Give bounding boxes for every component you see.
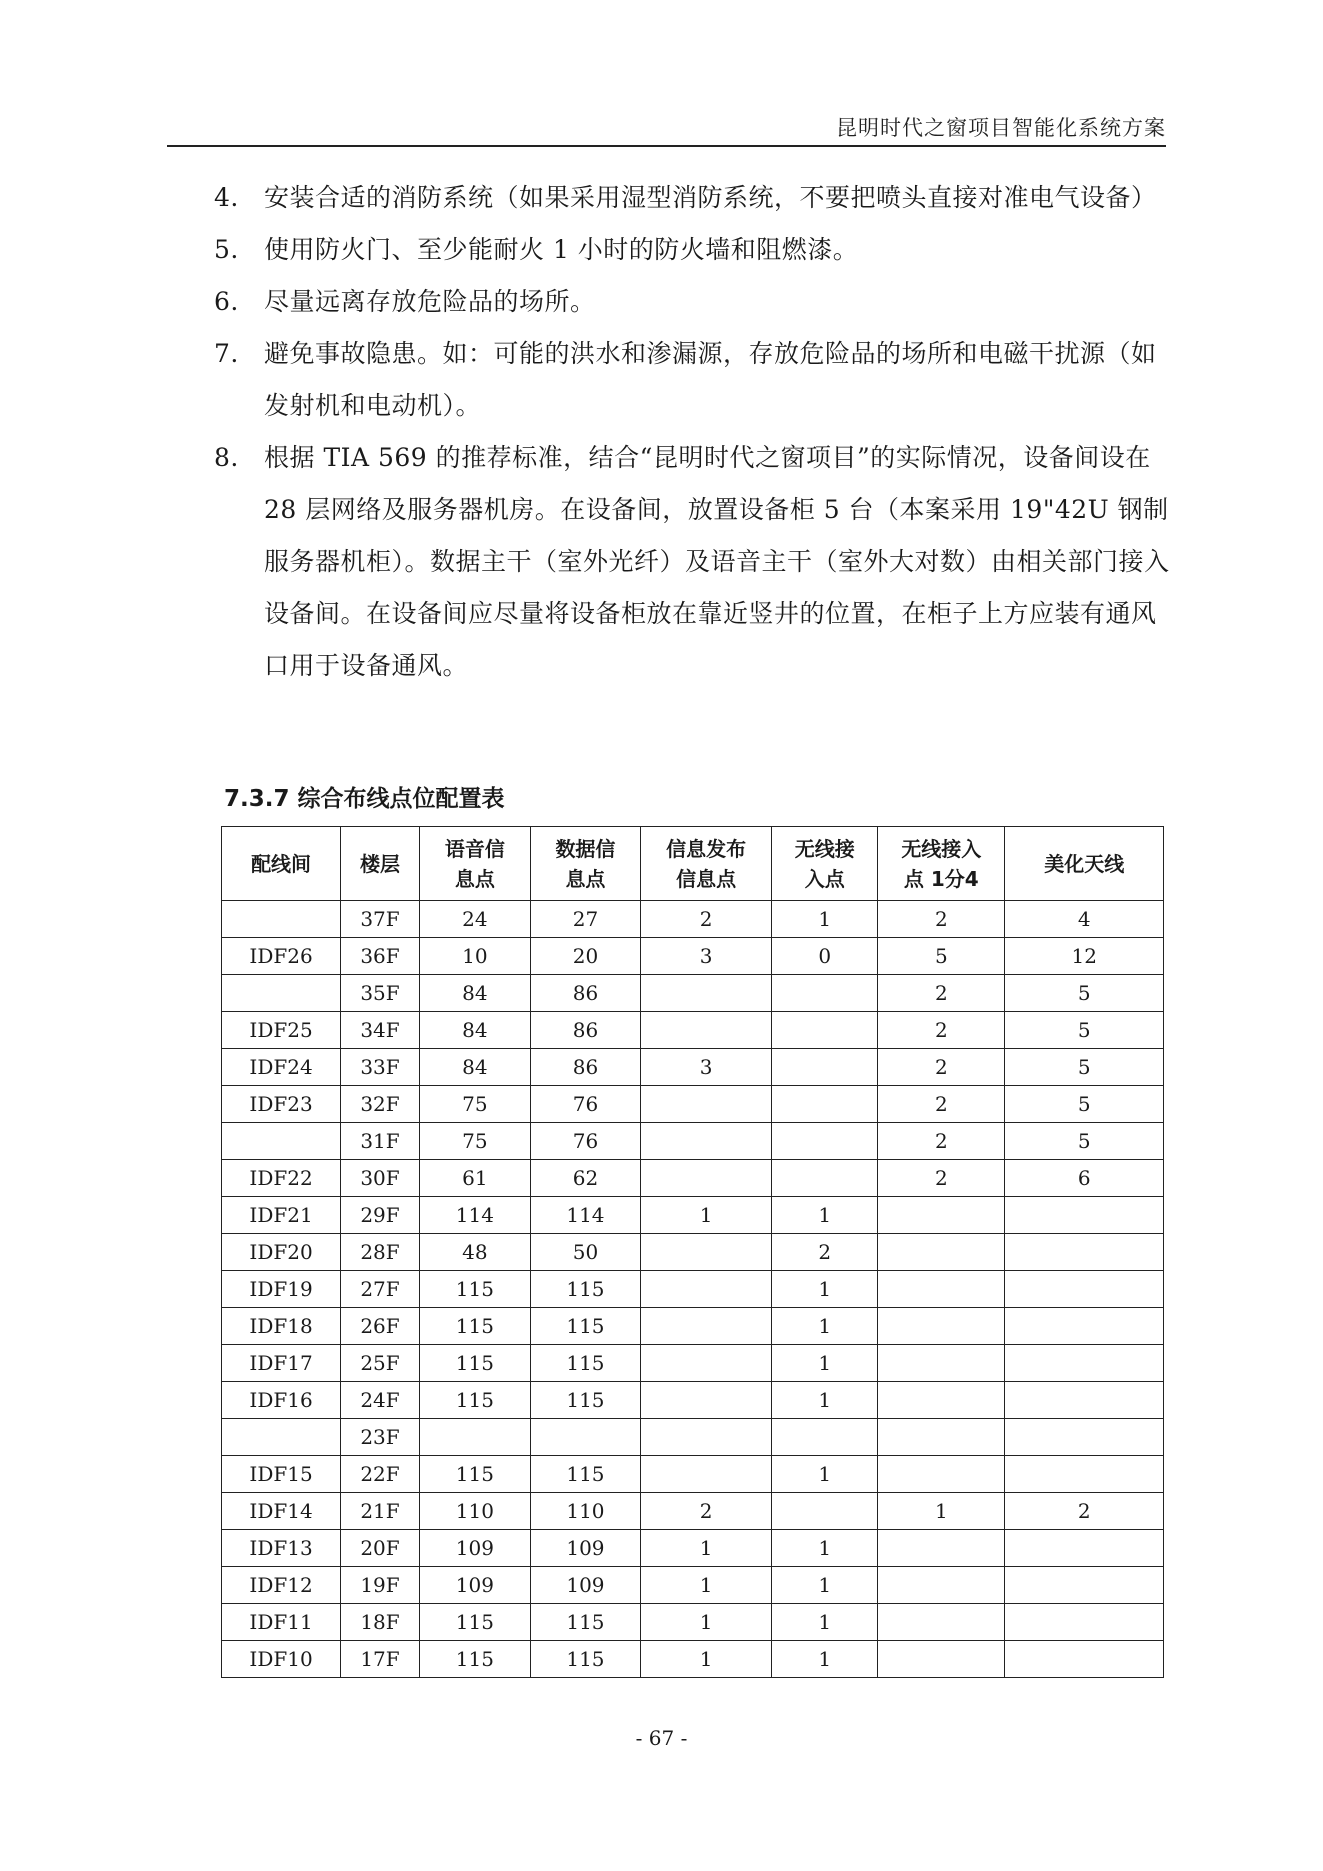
table-cell: 12 [1005,938,1164,975]
table-cell: 2 [878,1123,1005,1160]
table-cell: 1 [772,1456,878,1493]
table-cell: 1 [772,1271,878,1308]
table-cell: 1 [772,1604,878,1641]
table-cell: 35F [341,975,420,1012]
table-cell: 1 [772,1530,878,1567]
list-item-text: 尽量远离存放危险品的场所。 [264,287,596,316]
table-cell: 5 [1005,1123,1164,1160]
table-cell: 48 [419,1234,530,1271]
table-cell [640,975,771,1012]
list-item-number: 6. [214,287,239,316]
table-cell: IDF23 [222,1086,341,1123]
table-cell: 115 [530,1456,640,1493]
table-cell: 1 [772,1641,878,1678]
table-header-row [222,827,1164,901]
table-cell: 1 [878,1493,1005,1530]
table-cell: 21F [341,1493,420,1530]
table-cell: IDF22 [222,1160,341,1197]
table-cell [222,975,341,1012]
table-cell: 33F [341,1049,420,1086]
list-item-number: 4. [214,183,239,212]
table-cell: IDF25 [222,1012,341,1049]
table-cell [1005,1345,1164,1382]
table-cell: 5 [1005,1012,1164,1049]
table-cell: 23F [341,1419,420,1456]
table-cell: 115 [419,1456,530,1493]
table-cell: 0 [772,938,878,975]
header-rule [167,145,1166,147]
table-row [222,938,1164,975]
table-cell: 115 [530,1604,640,1641]
section-heading: 7.3.7 综合布线点位配置表 [224,786,505,812]
table-cell: 1 [772,1197,878,1234]
table-cell: 20F [341,1530,420,1567]
list-item [214,172,1174,224]
table-cell [640,1160,771,1197]
table-cell: 17F [341,1641,420,1678]
table-cell [878,1456,1005,1493]
table-cell [222,1419,341,1456]
table-cell: 2 [878,1160,1005,1197]
table-cell: 75 [419,1123,530,1160]
table-cell: IDF15 [222,1456,341,1493]
table-cell: 76 [530,1123,640,1160]
table-cell: 114 [530,1197,640,1234]
table-row [222,1530,1164,1567]
table-cell: 109 [419,1530,530,1567]
table-cell: IDF12 [222,1567,341,1604]
table-cell: IDF21 [222,1197,341,1234]
table-cell [1005,1641,1164,1678]
table-cell: 86 [530,1012,640,1049]
column-header: 美化天线 [1005,827,1164,901]
table-cell: 5 [1005,1049,1164,1086]
table-cell [772,1160,878,1197]
table-cell: 1 [772,1567,878,1604]
table-cell: 1 [772,901,878,938]
table-cell: 1 [640,1641,771,1678]
table-cell: 19F [341,1567,420,1604]
table-row [222,1234,1164,1271]
table-cell [1005,1604,1164,1641]
table-cell: IDF20 [222,1234,341,1271]
table-row [222,1308,1164,1345]
table-cell: 1 [772,1382,878,1419]
table-cell: 3 [640,1049,771,1086]
table-row [222,1160,1164,1197]
table-row [222,1456,1164,1493]
table-cell: 115 [530,1641,640,1678]
table-cell [640,1456,771,1493]
cabling-points-table [221,826,1164,1678]
requirements-list [214,172,1174,692]
table-cell: 2 [1005,1493,1164,1530]
table-row [222,1049,1164,1086]
column-header: 无线接 入点 [772,827,878,901]
list-item-text: 安装合适的消防系统（如果采用湿型消防系统，不要把喷头直接对准电气设备） [264,183,1157,212]
table-cell: 50 [530,1234,640,1271]
table-cell [222,901,341,938]
table-cell: IDF24 [222,1049,341,1086]
table-cell [640,1012,771,1049]
table-cell [878,1604,1005,1641]
table-cell [640,1382,771,1419]
table-cell [640,1234,771,1271]
table-cell: 109 [530,1567,640,1604]
table-cell [640,1308,771,1345]
table-cell [772,1493,878,1530]
page-number: - 67 - [635,1726,688,1750]
table-cell: 115 [530,1271,640,1308]
table-cell: 5 [1005,1086,1164,1123]
column-header: 无线接入 点 1分4 [878,827,1005,901]
table-cell: 32F [341,1086,420,1123]
table-cell: 34F [341,1012,420,1049]
table-cell: 26F [341,1308,420,1345]
table-cell [1005,1234,1164,1271]
table-cell: 86 [530,975,640,1012]
table-row [222,1641,1164,1678]
table-row [222,1271,1164,1308]
table-cell: 37F [341,901,420,938]
table-cell: 6 [1005,1160,1164,1197]
table-cell: 10 [419,938,530,975]
table-cell: 5 [878,938,1005,975]
table-row [222,1197,1164,1234]
table-cell: 29F [341,1197,420,1234]
list-item [214,432,1174,692]
table-cell [772,1049,878,1086]
table-cell: 27F [341,1271,420,1308]
table-cell: 114 [419,1197,530,1234]
column-header: 数据信 息点 [530,827,640,901]
table-cell: 31F [341,1123,420,1160]
table-cell [1005,1197,1164,1234]
table-cell: 1 [772,1308,878,1345]
table-cell: IDF13 [222,1530,341,1567]
table-cell: 115 [419,1345,530,1382]
table-cell [530,1419,640,1456]
table-cell: 1 [640,1530,771,1567]
table-row [222,1493,1164,1530]
table-cell: 110 [419,1493,530,1530]
table-cell: 24F [341,1382,420,1419]
table-cell: 84 [419,1012,530,1049]
table-cell: 3 [640,938,771,975]
table-cell: 25F [341,1345,420,1382]
table-cell [878,1345,1005,1382]
table-cell [222,1123,341,1160]
table-cell [1005,1456,1164,1493]
table-cell [772,1086,878,1123]
table-cell: IDF16 [222,1382,341,1419]
table-cell: 2 [640,901,771,938]
table-cell: 2 [878,1086,1005,1123]
table-cell: 115 [530,1345,640,1382]
list-item-text: 避免事故隐患。如：可能的洪水和渗漏源，存放危险品的场所和电磁干扰源（如发射机和电动机）。 [264,339,1157,420]
table-row [222,1604,1164,1641]
table-cell [878,1567,1005,1604]
table-row [222,1086,1164,1123]
table-cell: 75 [419,1086,530,1123]
list-item [214,276,1174,328]
table-cell: IDF10 [222,1641,341,1678]
table-cell [772,1123,878,1160]
table-cell [772,1419,878,1456]
table-cell [878,1234,1005,1271]
table-body [222,901,1164,1678]
table-cell: 2 [878,975,1005,1012]
table-cell: 115 [419,1271,530,1308]
table-row [222,1345,1164,1382]
table-cell [878,1271,1005,1308]
table-cell [1005,1271,1164,1308]
list-item [214,224,1174,276]
table-cell [640,1345,771,1382]
table-cell: 115 [530,1308,640,1345]
table-cell: 1 [640,1567,771,1604]
table-cell [878,1382,1005,1419]
table-row [222,1012,1164,1049]
table-cell: IDF26 [222,938,341,975]
table-cell: IDF11 [222,1604,341,1641]
table-cell: 115 [419,1641,530,1678]
table-cell [640,1123,771,1160]
column-header: 语音信 息点 [419,827,530,901]
table-cell: 61 [419,1160,530,1197]
table-cell [878,1197,1005,1234]
table-cell: 2 [878,1049,1005,1086]
column-header: 配线间 [222,827,341,901]
table-row [222,1419,1164,1456]
table-cell: 115 [419,1604,530,1641]
table-cell: 24 [419,901,530,938]
table-cell: 84 [419,975,530,1012]
column-header: 楼层 [341,827,420,901]
table-cell: 1 [772,1345,878,1382]
table-cell: 2 [878,901,1005,938]
table-cell [1005,1567,1164,1604]
list-item-text: 根据 TIA 569 的推荐标准，结合“昆明时代之窗项目”的实际情况，设备间设在 28 层网络及服务器机房。在设备间，放置设备柜 5 台（本案采用 19"42U 钢制服务器机柜）。数据主干（室外光纤）及语音主干（室外大对数）由相关部门接入设备间。在设备间应尽量将设备柜放在靠近竖井的位置，在柜子上方应装有通风口用于设备通风。 [264,443,1170,680]
table-cell: 27 [530,901,640,938]
table-cell: 4 [1005,901,1164,938]
table-cell: 28F [341,1234,420,1271]
table-cell: 84 [419,1049,530,1086]
table-cell: 22F [341,1456,420,1493]
table-cell: 2 [878,1012,1005,1049]
table-cell: 76 [530,1086,640,1123]
header-title: 昆明时代之窗项目智能化系统方案 [836,116,1166,140]
table-cell: IDF18 [222,1308,341,1345]
list-item-number: 5. [214,235,239,264]
table-cell: IDF17 [222,1345,341,1382]
table-cell: 1 [640,1197,771,1234]
table-cell [878,1419,1005,1456]
table-cell: 115 [530,1382,640,1419]
table-cell: 2 [640,1493,771,1530]
table-cell [1005,1419,1164,1456]
table-cell [1005,1308,1164,1345]
table-cell: 5 [1005,975,1164,1012]
list-item-text: 使用防火门、至少能耐火 1 小时的防火墙和阻燃漆。 [264,235,859,264]
table-cell [878,1530,1005,1567]
table-cell: 109 [530,1530,640,1567]
column-header: 信息发布 信息点 [640,827,771,901]
table-cell: 1 [640,1604,771,1641]
table-cell: 36F [341,938,420,975]
table-cell: 62 [530,1160,640,1197]
list-item [214,328,1174,432]
table-cell: 18F [341,1604,420,1641]
table-cell: 86 [530,1049,640,1086]
table-cell [640,1419,771,1456]
table-cell: 115 [419,1382,530,1419]
table-cell: 115 [419,1308,530,1345]
table-cell [419,1419,530,1456]
table-cell [772,1012,878,1049]
table-row [222,1567,1164,1604]
table-cell: 2 [772,1234,878,1271]
list-item-number: 7. [214,339,239,368]
table-cell: IDF14 [222,1493,341,1530]
table-cell: 110 [530,1493,640,1530]
table-cell [640,1271,771,1308]
list-item-number: 8. [214,443,239,472]
table-row [222,975,1164,1012]
table-cell [878,1308,1005,1345]
table-cell: 20 [530,938,640,975]
table-cell [640,1086,771,1123]
table-cell [1005,1382,1164,1419]
table-cell [878,1641,1005,1678]
table-row [222,901,1164,938]
table-cell [1005,1530,1164,1567]
table-row [222,1123,1164,1160]
table-cell: 109 [419,1567,530,1604]
table-cell [772,975,878,1012]
table-cell: 30F [341,1160,420,1197]
table-cell: IDF19 [222,1271,341,1308]
table-row [222,1382,1164,1419]
